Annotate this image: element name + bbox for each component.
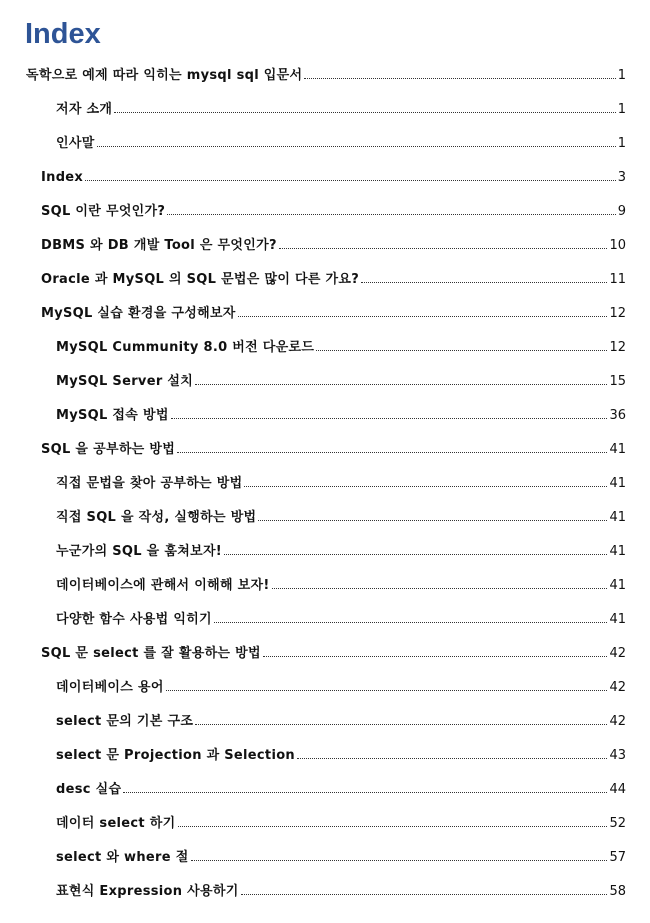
- toc-entry[interactable]: [56, 743, 626, 763]
- toc-page-number: 12: [609, 340, 626, 355]
- toc-entry[interactable]: [56, 607, 626, 627]
- toc-entry[interactable]: [56, 539, 626, 559]
- toc-leader: [258, 520, 607, 521]
- toc-entry-label: Oracle 과 MySQL 의 SQL 문법은 많이 다른 가요?: [41, 272, 360, 287]
- toc-entry-label: MySQL Cummunity 8.0 버전 다운로드: [56, 340, 315, 355]
- toc-entry[interactable]: [56, 505, 626, 525]
- toc-page-number: 42: [609, 646, 626, 661]
- toc-entry-label: select 문의 기본 구조: [56, 714, 194, 729]
- toc-entry-label: SQL 을 공부하는 방법: [41, 442, 176, 457]
- toc-page-number: 1: [617, 102, 626, 117]
- toc-entry[interactable]: [41, 233, 626, 253]
- toc-leader: [123, 792, 607, 793]
- toc-leader: [167, 214, 615, 215]
- toc-leader: [304, 78, 615, 79]
- toc-page-number: 15: [609, 374, 626, 389]
- toc-leader: [297, 758, 607, 759]
- toc-entry-label: desc 실습: [56, 782, 122, 797]
- toc-entry[interactable]: [56, 573, 626, 593]
- toc-page-number: 41: [609, 476, 626, 491]
- toc-entry-label: SQL 이란 무엇인가?: [41, 204, 166, 219]
- toc-leader: [238, 316, 608, 317]
- toc-entry-label: 인사말: [56, 136, 95, 151]
- toc-entry-label: 저자 소개: [56, 102, 113, 117]
- toc-entry-label: select 와 where 절: [56, 850, 189, 865]
- toc-entry-label: 직접 문법을 찾아 공부하는 방법: [56, 476, 243, 491]
- toc-entry-label: DBMS 와 DB 개발 Tool 은 무엇인가?: [41, 238, 277, 253]
- toc-entry[interactable]: [56, 777, 626, 797]
- toc-entry[interactable]: [56, 675, 626, 695]
- toc-page-number: 36: [609, 408, 626, 423]
- toc-entry-label: 독학으로 예제 따라 익히는 mysql sql 입문서: [26, 68, 303, 83]
- toc-page-number: 43: [609, 748, 626, 763]
- toc-leader: [114, 112, 615, 113]
- toc-entry-label: MySQL 접속 방법: [56, 408, 169, 423]
- toc-entry[interactable]: [56, 709, 626, 729]
- toc-entry-label: SQL 문 select 를 잘 활용하는 방법: [41, 646, 261, 661]
- toc-entry-label: 데이터베이스 용어: [56, 680, 164, 695]
- toc-entry-label: Index: [41, 170, 84, 185]
- toc-entry-label: 표현식 Expression 사용하기: [56, 884, 239, 899]
- toc-leader: [272, 588, 608, 589]
- toc-page-number: 1: [617, 68, 626, 83]
- toc-leader: [263, 656, 608, 657]
- toc-leader: [279, 248, 608, 249]
- toc-entry-label: 누군가의 SQL 을 훔쳐보자!: [56, 544, 223, 559]
- toc-page-number: 58: [609, 884, 626, 899]
- toc-entry[interactable]: [56, 403, 626, 423]
- toc-entry-label: 직접 SQL 을 작성, 실행하는 방법: [56, 510, 257, 525]
- toc-entry-label: 데이터 select 하기: [56, 816, 176, 831]
- toc-entry-label: MySQL Server 설치: [56, 374, 194, 389]
- toc-page-number: 9: [617, 204, 626, 219]
- toc-leader: [195, 384, 607, 385]
- toc-leader: [97, 146, 616, 147]
- toc-leader: [214, 622, 608, 623]
- toc-page-number: 10: [609, 238, 626, 253]
- toc-leader: [171, 418, 608, 419]
- toc-entry-label: select 문 Projection 과 Selection: [56, 748, 295, 763]
- toc-entry[interactable]: [56, 369, 626, 389]
- toc-entry-label: 데이터베이스에 관해서 이해해 보자!: [56, 578, 270, 593]
- toc-page-number: 3: [617, 170, 626, 185]
- toc-leader: [224, 554, 607, 555]
- toc-entry[interactable]: [56, 845, 626, 865]
- toc-entry[interactable]: [56, 335, 626, 355]
- toc-leader: [177, 452, 607, 453]
- toc-leader: [191, 860, 608, 861]
- toc-page-number: 52: [609, 816, 626, 831]
- toc-entry-label: MySQL 실습 환경을 구성해보자: [41, 306, 236, 321]
- toc-entry[interactable]: [26, 63, 626, 83]
- toc-entry[interactable]: [41, 199, 626, 219]
- toc-entry[interactable]: [56, 131, 626, 151]
- toc-leader: [316, 350, 607, 351]
- toc-entry[interactable]: [41, 301, 626, 321]
- toc-leader: [241, 894, 608, 895]
- toc-leader: [244, 486, 607, 487]
- toc-entry[interactable]: [41, 165, 626, 185]
- toc-page-number: 1: [617, 136, 626, 151]
- toc-page-number: 41: [609, 612, 626, 627]
- toc-entry[interactable]: [41, 437, 626, 457]
- toc-page-number: 41: [609, 442, 626, 457]
- toc-page-number: 41: [609, 578, 626, 593]
- toc-page-number: 11: [609, 272, 626, 287]
- toc-page-number: 57: [609, 850, 626, 865]
- toc-leader: [166, 690, 608, 691]
- toc-page-number: 44: [609, 782, 626, 797]
- toc-leader: [195, 724, 607, 725]
- toc-entry[interactable]: [56, 471, 626, 491]
- toc-entry[interactable]: [41, 267, 626, 287]
- toc-page-number: 41: [609, 510, 626, 525]
- toc-page-number: 42: [609, 714, 626, 729]
- toc-entry[interactable]: [56, 811, 626, 831]
- toc-entry[interactable]: [56, 97, 626, 117]
- toc-leader: [85, 180, 616, 181]
- toc-page-number: 41: [609, 544, 626, 559]
- page-title: Index: [25, 18, 101, 50]
- toc-page-number: 42: [609, 680, 626, 695]
- toc-entry[interactable]: [41, 641, 626, 661]
- toc-leader: [361, 282, 607, 283]
- toc-entry[interactable]: [56, 879, 626, 899]
- toc-leader: [178, 826, 608, 827]
- toc-entry-label: 다양한 함수 사용법 익히기: [56, 612, 212, 627]
- toc-page-number: 12: [609, 306, 626, 321]
